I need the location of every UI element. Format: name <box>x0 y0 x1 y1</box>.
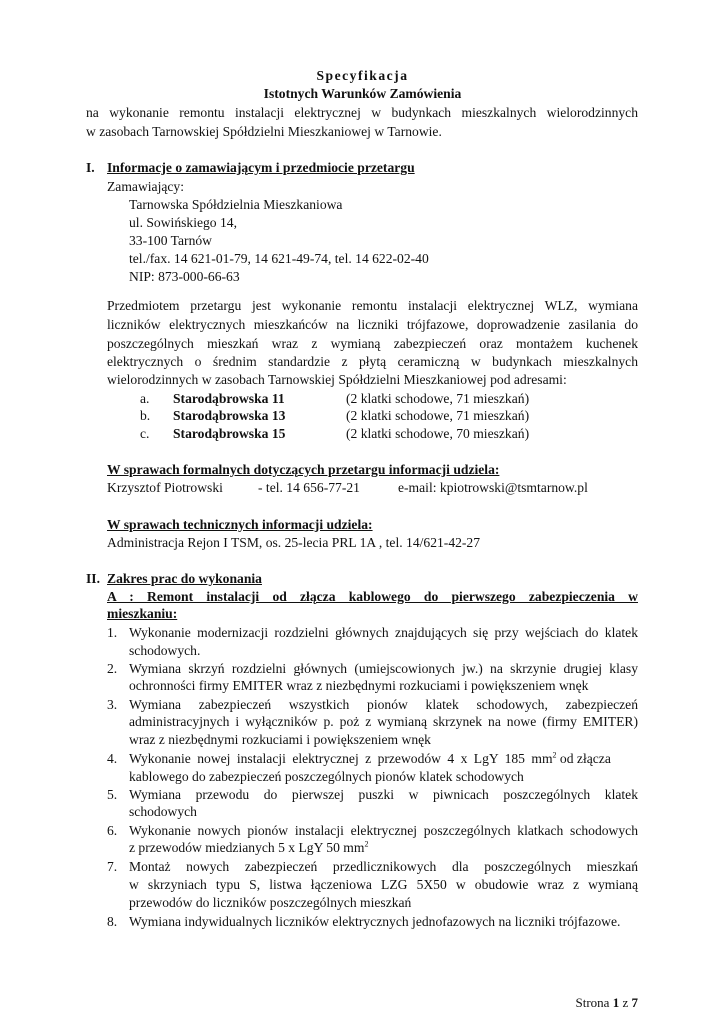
list-item-number: 7. <box>107 859 118 874</box>
address-info: (2 klatki schodowe, 70 mieszkań) <box>346 426 530 441</box>
list-item-line: schodowych. <box>129 643 201 658</box>
page-current: 1 <box>612 995 620 1010</box>
list-item-line: w skrzyniach typu S, listwa łączeniowa LZG 5X50 w obudowie wraz z wymianą <box>129 877 638 892</box>
formal-contact-heading: W sprawach formalnych dotyczących przetargu informacji udziela: <box>107 462 500 477</box>
page-total: 7 <box>631 995 638 1010</box>
address-letter: a. <box>140 391 150 406</box>
list-item-number: 4. <box>107 751 118 766</box>
client-line: Tarnowska Spółdzielnia Mieszkaniowa <box>129 197 343 212</box>
list-item-number: 2. <box>107 661 118 676</box>
list-item-line: ochronności firmy EMITER wraz z niezbędnymi rozkuciami i powiększeniem wnęk <box>129 678 589 693</box>
document-title: Specyfikacja <box>316 68 409 83</box>
client-line: ul. Sowińskiego 14, <box>129 215 237 230</box>
superscript: 2 <box>364 839 369 849</box>
document-subtitle: Istotnych Warunków Zamówienia <box>263 86 462 101</box>
technical-contact-info: Administracja Rejon I TSM, os. 25-lecia PRL 1A , tel. 14/621-42-27 <box>107 535 481 550</box>
section-1-heading: Informacje o zamawiającym i przedmiocie przetargu <box>107 160 415 175</box>
address-street: Starodąbrowska 15 <box>173 426 286 441</box>
section-1-numeral: I. <box>86 160 95 175</box>
list-item-number: 3. <box>107 697 118 712</box>
list-item-number: 8. <box>107 914 118 929</box>
technical-contact-heading: W sprawach technicznych informacji udziela: <box>107 517 373 532</box>
list-item-number: 6. <box>107 823 118 838</box>
client-line: tel./fax. 14 621-01-79, 14 621-49-74, tel. 14 622-02-40 <box>129 251 429 266</box>
page-separator: z <box>622 995 629 1010</box>
list-item-text: z przewodów miedzianych 5 x LgY 50 mm <box>129 840 365 855</box>
formal-contact-name: Krzysztof Piotrowski <box>107 480 223 495</box>
list-item-number: 5. <box>107 787 118 802</box>
subject-line: liczników elektrycznych mieszkańców na liczniki trójfazowe, doprowadzenie zasilania do <box>107 317 638 332</box>
address-info: (2 klatki schodowe, 71 mieszkań) <box>346 408 530 423</box>
list-item-line: przewodów do liczników poszczególnych mieszkań <box>129 895 412 910</box>
list-item-line: Wykonanie nowych pionów instalacji elektrycznej poszczególnych klatkach schodowych <box>129 823 638 838</box>
section-2-heading: Zakres prac do wykonania <box>107 571 262 586</box>
client-line: NIP: 873-000-66-63 <box>129 269 240 284</box>
address-street: Starodąbrowska 13 <box>173 408 286 423</box>
subject-line: wielorodzinnych w zasobach Tarnowskiej Spółdzielni Mieszkaniowej pod adresami: <box>107 372 567 387</box>
subject-line: Przedmiotem przetargu jest wykonanie remontu instalacji elektrycznej WLZ, wymiana <box>107 298 638 313</box>
list-item-line <box>129 750 638 769</box>
subsection-a-heading-cont: mieszkaniu: <box>107 606 178 621</box>
superscript: 2 <box>552 750 557 760</box>
list-item-line: Montaż nowych zabezpieczeń przedlicznikowych dla poszczególnych mieszkań <box>129 859 638 874</box>
list-item-number: 1. <box>107 625 118 640</box>
list-item-line: wraz z niezbędnymi rozkuciami i powiększeniem wnęk <box>129 732 431 747</box>
list-item-line: administracyjnych i wyłączników p. poż z wymianą skrzynek na nowe (firmy EMITER) <box>129 714 638 729</box>
page-label: Strona <box>575 995 610 1010</box>
list-item-line: Wymiana skrzyń rozdzielni głównych (umiejscowionych jw.) na skrzynie drugiej klasy <box>129 661 638 676</box>
list-item-line: Wykonanie modernizacji rozdzielni głównych znajdujących się przy wejściach do klatek <box>129 625 638 640</box>
list-item-line: Wymiana zabezpieczeń wszystkich pionów klatek schodowych, zabezpieczeń <box>129 697 638 712</box>
address-letter: b. <box>140 408 151 423</box>
client-line: 33-100 Tarnów <box>129 233 212 248</box>
intro-line-2: w zasobach Tarnowskiej Spółdzielni Mieszkaniowej w Tarnowie. <box>86 124 442 139</box>
list-item-line: Wymiana indywidualnych liczników elektrycznych jednofazowych na liczniki trójfazowe. <box>129 914 621 929</box>
intro-line-1: na wykonanie remontu instalacji elektrycznej w budynkach mieszkalnych wielorodzinnych <box>86 105 638 120</box>
list-item-line: kablowego do zabezpieczeń poszczególnych pionów klatek schodowych <box>129 769 524 784</box>
page-number <box>576 994 638 1013</box>
address-info: (2 klatki schodowe, 71 mieszkań) <box>346 391 530 406</box>
address-letter: c. <box>140 426 150 441</box>
section-2-numeral: II. <box>86 571 100 586</box>
formal-contact-email: e-mail: kpiotrowski@tsmtarnow.pl <box>398 480 588 495</box>
subsection-a-heading: A : Remont instalacji od złącza kablowego do pierwszego zabezpieczenia w <box>107 589 638 604</box>
formal-contact-phone: - tel. 14 656-77-21 <box>258 480 360 495</box>
list-item-text: od złącza <box>556 751 611 766</box>
list-item-text: Wykonanie nowej instalacji elektrycznej z przewodów 4 x LgY 185 mm <box>129 751 553 766</box>
client-label: Zamawiający: <box>107 179 184 194</box>
address-street: Starodąbrowska 11 <box>173 391 285 406</box>
list-item-line <box>129 839 368 858</box>
subject-line: elektrycznych o średnim standardzie z płytą ceramiczną w budynkach mieszkalnych <box>107 354 638 369</box>
list-item-line: schodowych <box>129 804 197 819</box>
subject-line: poszczególnych mieszkań wraz z wymianą zabezpieczeń oraz montażem kuchenek <box>107 336 638 351</box>
list-item-line: Wymiana przewodu do pierwszej puszki w piwnicach poszczególnych klatek <box>129 787 638 802</box>
